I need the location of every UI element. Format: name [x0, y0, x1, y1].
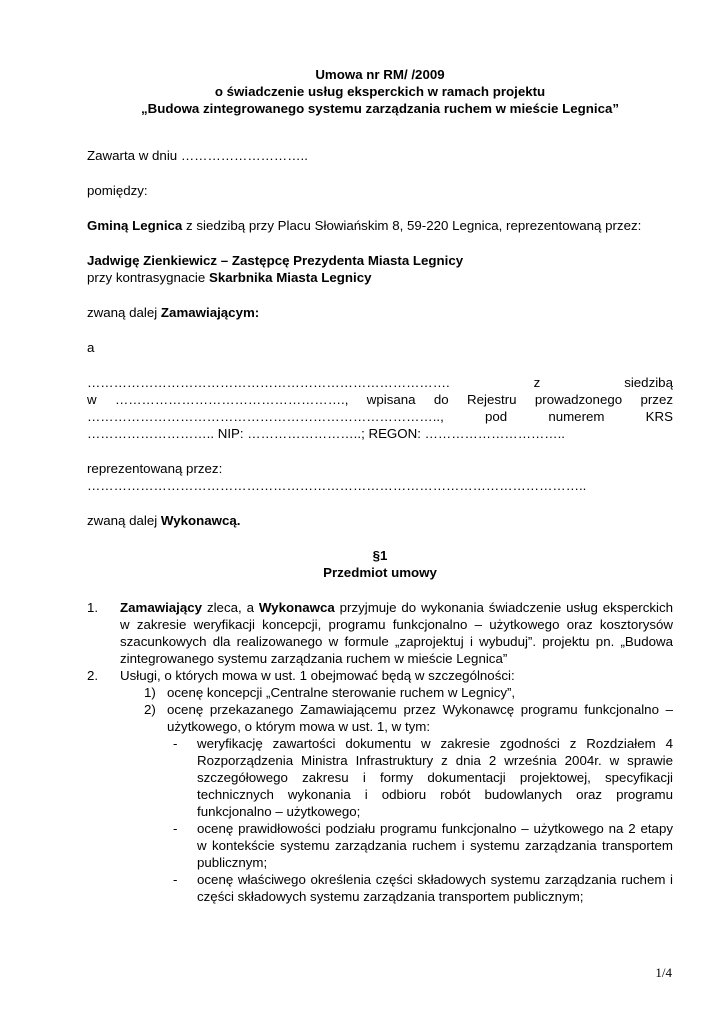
dash-list-item: - ocenę prawidłowości podziału programu funkcjonalno – użytkowego na 2 etapy w kontekście systemu zarządzania ruchem i systemu zarządzania transportem publicznym;	[173, 821, 673, 870]
gmina-name: Gminą Legnica	[87, 218, 183, 233]
and-label: a	[87, 340, 95, 355]
title-line-2: o świadczenie usług eksperckich w ramach projektu	[214, 84, 546, 99]
list-item: 1. Zamawiający zleca, a Wykonawca przyjmuje do wykonania świadczenie usług eksperckich w zakresie weryfikacji koncepcji, programu funkcjonalno – użytkowego oraz kosztorysów szacunkowych dla realizowanego w formule „zaprojektuj i wybuduj”. projektu pn. „Budowa zintegrowanego systemu zarządzania ruchem w mieście Legnica”	[87, 600, 673, 666]
contract-title	[87, 66, 673, 117]
party-gmina	[87, 217, 673, 234]
title-line-3: „Budowa zintegrowanego systemu zarządzania ruchem w mieście Legnica”	[140, 101, 620, 116]
between-label: pomiędzy:	[87, 183, 148, 198]
sub-list-item: 2) ocenę przekazanego Zamawiającemu przez Wykonawcę programu funkcjonalno – użytkowego, o którym mowa w ust. 1, w tym:	[144, 702, 673, 734]
dash-list-item: - weryfikację zawartości dokumentu w zakresie zgodności z Rozdziałem 4 Rozporządzenia Ministra Infrastruktury z dnia 2 września 2004r. w sprawie szczegółowego zakresu i formy dokumentacji projektowej, specyfikacji technicznych wykonania i odbioru robót budowlanych oraz programu funkcjonalno – użytkowego;	[173, 736, 673, 819]
contractor-line-2: w ……………………………………………., wpisana do Rejestru prowadzonego przez	[87, 392, 673, 407]
page-number: 1/4	[655, 965, 672, 980]
contractor-label: zwaną dalej Wykonawcą.	[87, 513, 241, 528]
document-page	[87, 66, 673, 905]
countersignature: przy kontrasygnacie Skarbnika Miasta Legnicy	[87, 270, 372, 285]
contractor-line-4: ……………………….. NIP: ……………………..; REGON: …………………………..	[87, 426, 565, 441]
gmina-details: z siedzibą przy Placu Słowiańskim 8, 59-220 Legnica, reprezentowaną przez:	[182, 218, 642, 233]
represented-by-dots: …………………………………………………………………………………………………..	[87, 478, 587, 493]
section-heading	[87, 547, 673, 581]
contractor-line-1: ………………………………………………………………………. z siedzibą	[87, 375, 673, 390]
list-item: 2. Usługi, o których mowa w ust. 1 obejmować będą w szczególności:	[87, 668, 515, 683]
sub-list-item: 1) ocenę koncepcji „Centralne sterowanie ruchem w Legnicy”,	[144, 685, 516, 700]
ordering-party-label: zwaną dalej Zamawiającym:	[87, 305, 260, 320]
contractor-line-3: …………………………………………………………………….., pod numerem KRS	[87, 409, 673, 424]
representative-name: Jadwigę Zienkiewicz – Zastępcę Prezydenta Miasta Legnicy	[87, 253, 464, 268]
section-title: Przedmiot umowy	[323, 565, 437, 580]
title-line-1: Umowa nr RM/ /2009	[315, 67, 445, 82]
represented-by-label: reprezentowaną przez:	[87, 461, 223, 476]
contractor-block	[87, 374, 673, 442]
section-number: §1	[372, 548, 388, 563]
dash-list-item: - ocenę właściwego określenia części składowych systemu zarządzania ruchem i części składowych systemu zarządzania transportem publicznym;	[173, 872, 673, 904]
date-line: Zawarta w dniu ………………………..	[87, 148, 308, 163]
